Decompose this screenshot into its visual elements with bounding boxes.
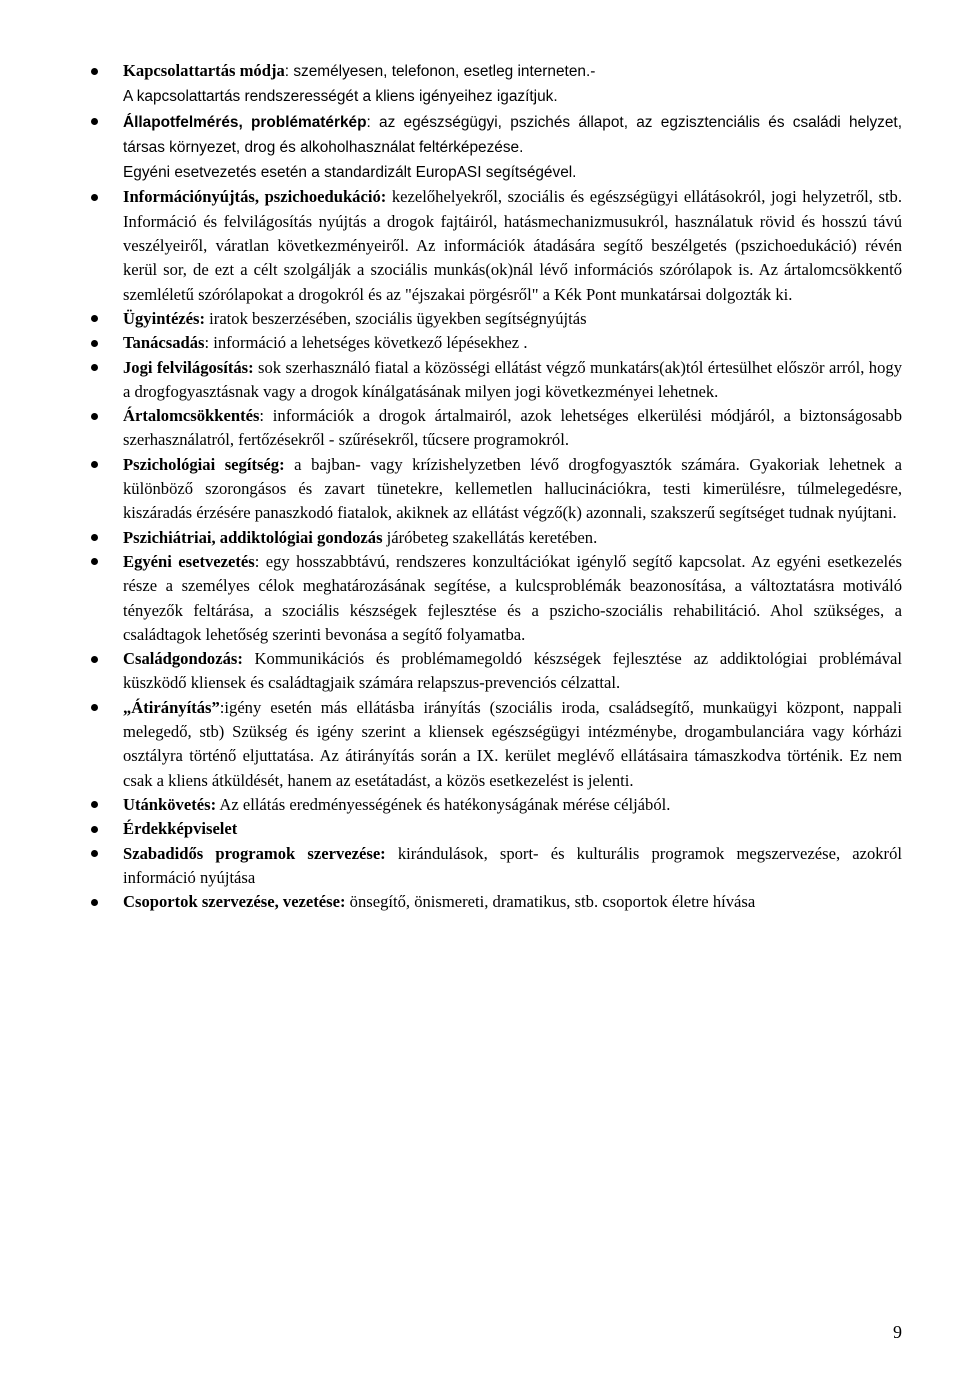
- item-text: sok szerhasználó fiatal a közösségi ellátást végző munkatárs(ak)tól értesülhet először arról, hogy a drogfogyasztásnak vagy a drogok kínálgatásának milyen jogi következményei lehetnek.: [123, 357, 902, 401]
- list-item: [90, 331, 902, 355]
- list-item: [90, 59, 902, 110]
- list-item: [90, 793, 902, 817]
- item-term: Csoportok szervezése, vezetése:: [123, 892, 346, 912]
- list-item: [90, 696, 902, 793]
- list-item: [90, 185, 902, 306]
- item-text: Kommunikációs és problémamegoldó készségek fejlesztése az addiktológiai problémával küszködő kliensek és családtagjaik számára relapszus-prevenciós célzattal.: [123, 649, 902, 693]
- item-term: Szabadidős programok szervezése:: [123, 843, 386, 863]
- item-term: Információnyújtás, pszichoedukáció:: [123, 187, 387, 207]
- item-term: Ártalomcsökkentés: [123, 406, 260, 426]
- item-text: Az ellátás eredményességének és hatékonyságának mérése céljából.: [216, 794, 671, 814]
- list-item: [90, 307, 902, 331]
- list-item: [90, 356, 902, 405]
- list-item: [90, 647, 902, 696]
- item-text: : az egészségügyi, pszichés állapot, az egzisztenciális és családi helyzet, társas környezet, drog és alkoholhasználat feltérképezése.: [123, 113, 902, 156]
- list-item: [90, 404, 902, 453]
- item-term: „Átirányítás”: [123, 697, 220, 717]
- list-item: [90, 817, 902, 841]
- list-item: [90, 890, 902, 914]
- list-item: [90, 453, 902, 526]
- item-term: Utánkövetés:: [123, 794, 217, 814]
- item-term: Jogi felvilágosítás:: [123, 357, 254, 377]
- item-text: : személyesen, telefonon, esetleg interneten.-: [284, 63, 596, 80]
- item-text-continued: Egyéni esetvezetés esetén a standardizált EuropASI segítségével.: [123, 164, 577, 182]
- item-text: : egy hosszabbtávú, rendszeres konzultációkat igénylő segítő kapcsolat. Az egyéni esetkezelés része a személyes célok meghatározásának segítése, a kulcsproblémák beazonosítása, a változtatásra motiváló tényezők feltárása, a szociális készségek fejlesztése és a pszicho-szociális rehabilitáció. Ahol szükséges, a családtagok lehetőség szerinti bevonása a segítő folyamatba.: [123, 551, 902, 644]
- item-text: a bajban- vagy krízishelyzetben lévő drogfogyasztók számára. Gyakoriak lehetnek a különböző szorongásos és zavart tünetekre, kellemetlen hallucinációkra, testi kimerülésre, túlmelegedésre, kiszáradás érzésére panaszkodó fiatalok, akiknek az ellátást végző(k) azonnali, szakszerű segítséget tudnak nyújtani.: [123, 454, 903, 523]
- item-term: Kapcsolattartás módja: [123, 61, 285, 80]
- item-term: Pszichiátriai, addiktológiai gondozás: [123, 527, 383, 547]
- item-term: Egyéni esetvezetés: [123, 551, 255, 571]
- list-item: [90, 526, 902, 550]
- item-text: kezelőhelyekről, szociális és egészségügyi ellátásokról, jogi helyzetről, stb. Információ és felvilágosítás nyújtás a drogok fajtáiról, hatásmechanizmusukról, használatuk rövid és hosszú távú veszélyeiről, váratlan következményeiről. Az információk átadására segítő beszélgetés (pszichoedukáció) révén kerül sor, de ezt a célt szolgálják a szociális munkás(ok)nál lévő információs szórólapok is. Az ártalomcsökkentő szemléletű szórólapokat a drogokról és az "éjszakai pörgésről" a Kék Pont munkatársai dolgozták ki.: [123, 187, 903, 304]
- item-term: Tanácsadás: [123, 333, 205, 353]
- item-text: kirándulások, sport- és kulturális programok megszervezése, azokról információ nyújtása: [123, 843, 902, 887]
- item-text-continued: A kapcsolattartás rendszerességét a kliens igényeihez igazítjuk.: [123, 88, 558, 106]
- item-text: járóbeteg szakellátás keretében.: [382, 527, 598, 547]
- item-term: Családgondozás:: [123, 649, 243, 669]
- item-term: Pszichológiai segítség:: [123, 454, 285, 474]
- service-list: [90, 59, 902, 914]
- list-item: [90, 110, 902, 186]
- item-term: Állapotfelmérés, problématérkép: [123, 113, 367, 131]
- item-text: önsegítő, önismereti, dramatikus, stb. csoportok életre hívása: [345, 892, 756, 912]
- item-text: :igény esetén más ellátásba irányítás (szociális iroda, családsegítő, munkaügyi központ, nappali melegedő, stb) Szükség és igény szerint a kliensek egészségügyi intézménybe, drogambulanciára vagy kórházi osztályra történő eljuttatása. Az átirányítás során a IX. kerület meglévő ellátásaira támaszkodva történik. Ez nem csak a kliens átküldését, hanem az esetátadást, a közös esetkezelést is jelenti.: [123, 697, 902, 790]
- item-text: iratok beszerzésében, szociális ügyekben segítségnyújtás: [205, 308, 587, 328]
- item-text: : információk a drogok ártalmairól, azok lehetséges elkerülési módjáról, a biztonságosabb szerhasználatról, fertőzésekről - szűrésekről, tűcsere programokról.: [123, 406, 902, 450]
- item-text: : információ a lehetséges következő lépésekhez .: [204, 333, 528, 353]
- item-term: Ügyintézés:: [123, 308, 206, 328]
- page-number: 9: [893, 1322, 902, 1342]
- list-item: [90, 550, 902, 647]
- item-term: Érdekképviselet: [123, 819, 238, 839]
- list-item: [90, 842, 902, 891]
